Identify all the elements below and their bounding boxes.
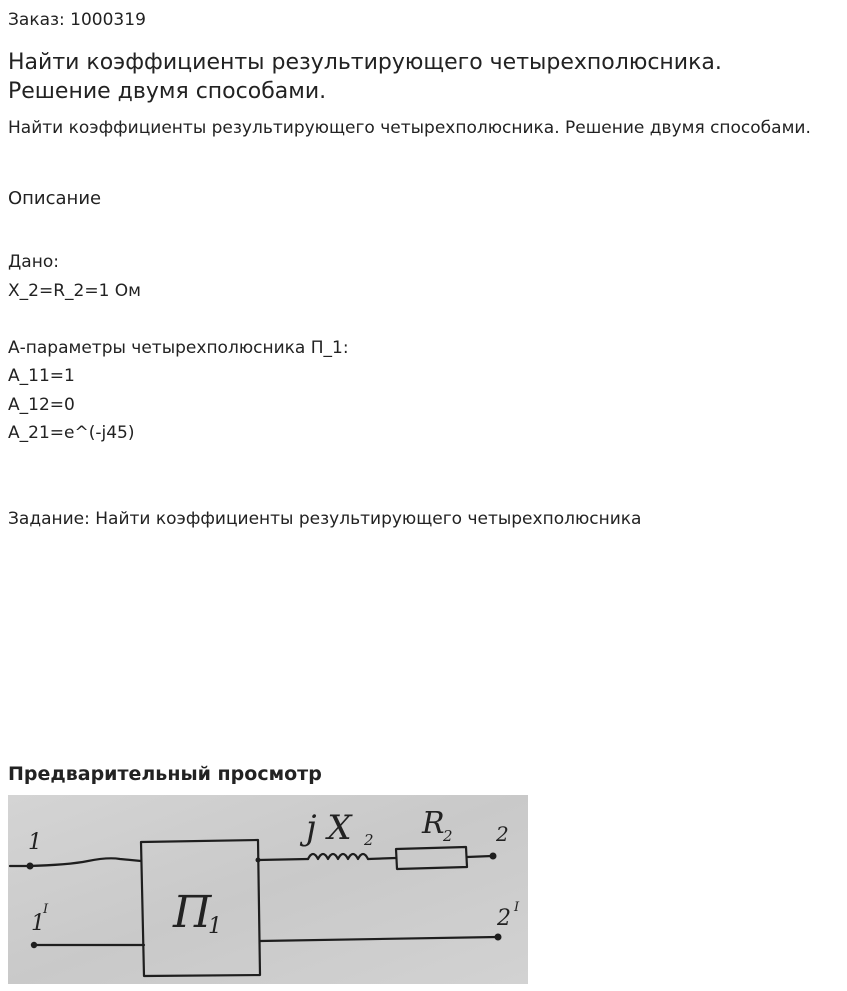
description-line [8, 305, 641, 334]
terminal-1-dot [27, 863, 34, 870]
wire-r-to-terminal-2 [467, 856, 492, 857]
resistance-label: R [422, 806, 445, 841]
resistance-subscript: 2 [443, 827, 453, 845]
reactance-label: j X [306, 808, 352, 848]
description-line [8, 448, 641, 477]
terminal-2-dot [490, 853, 497, 860]
description-line: A_11=1 [8, 366, 75, 386]
description-line: Дано: [8, 252, 59, 272]
terminal-1p-prime: I [43, 902, 49, 917]
description-body [8, 248, 641, 533]
terminal-2p-dot [495, 934, 502, 941]
preview-heading: Предварительный просмотр [8, 763, 322, 785]
terminal-1p-dot [31, 942, 37, 948]
description-line: A_12=0 [8, 394, 75, 415]
wire-l-to-r [368, 858, 396, 859]
quadripole-subscript: 1 [208, 914, 222, 939]
description-line [8, 476, 641, 505]
terminal-1-label: 1 [28, 830, 42, 855]
circuit-diagram [8, 795, 528, 984]
description-line: A_21=e^(-j45) [8, 423, 135, 443]
page-title-line-1: Найти коэффициенты результирующего четырехполюсника. [8, 50, 722, 75]
output-wire-top [258, 859, 308, 860]
terminal-1p-label: 1 [31, 911, 45, 936]
description-line: А-параметры четырехполюсника П_1: [8, 337, 349, 358]
description-line: Задание: Найти коэффициенты результирующего четырехполюсника [8, 508, 642, 529]
terminal-2p-prime: I [514, 900, 520, 915]
junction-dot [256, 858, 261, 863]
description-line: X_2=R_2=1 Ом [8, 280, 142, 301]
quadripole-label: П [173, 887, 212, 938]
preview-image [8, 795, 528, 984]
page-title [8, 48, 818, 106]
page-subtitle: Найти коэффициенты результирующего четырехполюсника. Решение двумя способами. [8, 118, 811, 138]
paper-background [8, 795, 528, 984]
description-heading: Описание [8, 188, 102, 209]
reactance-subscript: 2 [364, 831, 374, 849]
order-number: Заказ: 1000319 [8, 10, 146, 30]
terminal-2-label: 2 [496, 822, 509, 846]
page-title-line-2: Решение двумя способами. [8, 79, 327, 104]
terminal-2p-label: 2 [497, 906, 511, 931]
